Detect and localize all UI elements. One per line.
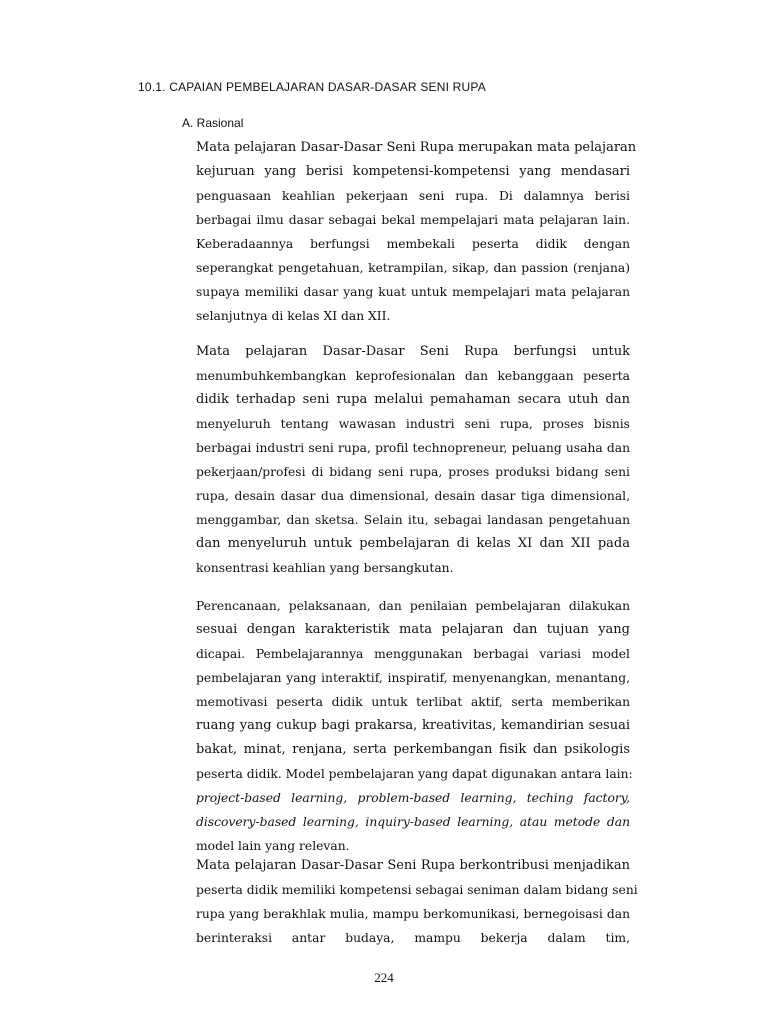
subsection-heading: A. Rasional <box>182 116 244 130</box>
text-line: menumbuhkembangkan keprofesionalan dan kebanggaan peserta <box>196 369 630 383</box>
text-line: Mata pelajaran Dasar-Dasar Seni Rupa berfungsi untuk <box>196 344 630 359</box>
text-line: Mata pelajaran Dasar-Dasar Seni Rupa merupakan mata pelajaran <box>196 140 637 155</box>
text-line: dan menyeluruh untuk pembelajaran di kelas XI dan XII pada <box>196 536 630 551</box>
paragraph-4 <box>196 854 638 950</box>
text-line: Mata pelajaran Dasar-Dasar Seni Rupa berkontribusi menjadikan <box>196 858 630 873</box>
text-line: sesuai dengan karakteristik mata pelajaran dan tujuan yang <box>196 622 630 637</box>
text-line: didik terhadap seni rupa melalui pemahaman secara utuh dan <box>196 392 630 407</box>
text-line: pekerjaan/profesi di bidang seni rupa, proses produksi bidang seni <box>196 465 630 479</box>
text-line: supaya memiliki dasar yang kuat untuk mempelajari mata pelajaran <box>196 285 630 299</box>
text-line: Keberadaannya berfungsi membekali peserta didik dengan <box>196 237 630 251</box>
text-line: rupa yang berakhlak mulia, mampu berkomunikasi, bernegoisasi dan <box>196 907 630 921</box>
text-line: selanjutnya di kelas XI dan XII. <box>196 309 391 323</box>
text-line: bakat, minat, renjana, serta perkembangan fisik dan psikologis <box>196 742 630 757</box>
text-line: kejuruan yang berisi kompetensi-kompetensi yang mendasari <box>196 164 630 179</box>
text-line: penguasaan keahlian pekerjaan seni rupa. Di dalamnya berisi <box>196 189 630 203</box>
text-line: berinteraksi antar budaya, mampu bekerja dalam tim, <box>196 931 630 945</box>
text-line: project-based learning, problem-based learning, teching factory, <box>196 791 630 805</box>
text-line: peserta didik. Model pembelajaran yang dapat digunakan antara lain: <box>196 767 633 781</box>
text-line: model lain yang relevan. <box>196 839 350 853</box>
section-heading: 10.1. CAPAIAN PEMBELAJARAN DASAR-DASAR SENI RUPA <box>138 80 486 94</box>
text-line: dicapai. Pembelajarannya menggunakan berbagai variasi model <box>196 647 630 661</box>
text-line: menyeluruh tentang wawasan industri seni rupa, proses bisnis <box>196 417 630 431</box>
paragraph-1 <box>196 136 637 328</box>
text-line: pembelajaran yang interaktif, inspiratif, menyenangkan, menantang, <box>196 671 630 685</box>
text-line: rupa, desain dasar dua dimensional, desain dasar tiga dimensional, <box>196 489 630 503</box>
text-line: Perencanaan, pelaksanaan, dan penilaian pembelajaran dilakukan <box>196 599 630 613</box>
text-line: berbagai ilmu dasar sebagai bekal mempelajari mata pelajaran lain. <box>196 213 630 227</box>
text-line: berbagai industri seni rupa, profil technopreneur, peluang usaha dan <box>196 441 630 455</box>
text-line: seperangkat pengetahuan, ketrampilan, sikap, dan passion (renjana) <box>196 261 630 275</box>
text-line: konsentrasi keahlian yang bersangkutan. <box>196 561 454 575</box>
page-number: 224 <box>374 970 394 985</box>
paragraph-3 <box>196 594 633 858</box>
text-line: peserta didik memiliki kompetensi sebagai seniman dalam bidang seni <box>196 883 638 897</box>
text-line: ruang yang cukup bagi prakarsa, kreativitas, kemandirian sesuai <box>196 718 630 733</box>
text-line: memotivasi peserta didik untuk terlibat aktif, serta memberikan <box>196 695 630 709</box>
paragraph-2 <box>196 340 630 580</box>
text-line: discovery-based learning, inquiry-based learning, atau metode dan <box>196 815 630 829</box>
text-line: menggambar, dan sketsa. Selain itu, sebagai landasan pengetahuan <box>196 513 630 527</box>
